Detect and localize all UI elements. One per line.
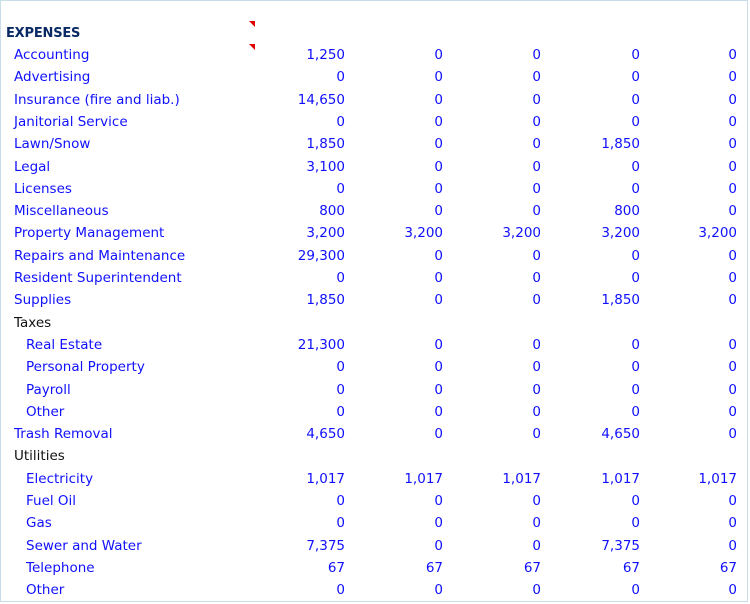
table-row — [0, 423, 748, 445]
value-cell[interactable]: 1,850 — [601, 136, 640, 153]
table-row — [0, 289, 748, 311]
value-cell[interactable]: 0 — [532, 426, 541, 443]
table-row — [0, 312, 748, 334]
table-row — [0, 66, 748, 88]
value-cell[interactable]: 4,650 — [601, 426, 640, 443]
value-cell[interactable]: 0 — [532, 515, 541, 532]
table-row — [0, 512, 748, 534]
value-cell[interactable]: 0 — [532, 582, 541, 599]
value-cell[interactable]: 0 — [336, 180, 345, 197]
value-cell[interactable]: 0 — [728, 537, 737, 554]
value-cell[interactable]: 21,300 — [297, 336, 345, 353]
value-cell[interactable]: 0 — [532, 91, 541, 108]
row-label[interactable]: Trash Removal — [14, 426, 113, 443]
value-cell[interactable]: 1,017 — [306, 470, 345, 487]
value-cell[interactable]: 0 — [336, 359, 345, 376]
value-cell[interactable]: 7,375 — [306, 537, 345, 554]
value-cell[interactable]: 0 — [434, 203, 443, 220]
value-cell[interactable]: 0 — [434, 47, 443, 63]
table-row — [0, 222, 748, 244]
value-cell[interactable]: 0 — [336, 582, 345, 599]
value-cell[interactable]: 0 — [532, 113, 541, 130]
value-cell[interactable]: 0 — [434, 136, 443, 153]
value-cell[interactable]: 0 — [532, 136, 541, 153]
comment-indicator-icon[interactable] — [249, 21, 255, 27]
row-label[interactable]: Personal Property — [26, 359, 145, 376]
value-cell[interactable]: 0 — [631, 403, 640, 420]
value-cell[interactable]: 0 — [434, 359, 443, 376]
table-row — [0, 200, 748, 222]
row-label[interactable]: Accounting — [14, 47, 90, 63]
value-cell[interactable]: 0 — [728, 493, 737, 509]
value-cell[interactable]: 67 — [622, 559, 640, 576]
value-cell[interactable]: 0 — [532, 203, 541, 220]
value-cell[interactable]: 0 — [434, 247, 443, 264]
value-cell[interactable]: 0 — [631, 515, 640, 532]
value-cell[interactable]: 0 — [728, 180, 737, 197]
row-label[interactable]: Advertising — [14, 69, 91, 86]
value-cell[interactable]: 1,017 — [502, 470, 541, 487]
value-cell[interactable]: 3,200 — [404, 225, 443, 242]
value-cell[interactable]: 0 — [336, 403, 345, 420]
value-cell[interactable]: 1,850 — [306, 292, 345, 309]
row-label[interactable]: Supplies — [14, 292, 72, 309]
table-row — [0, 334, 748, 356]
value-cell[interactable]: 0 — [631, 247, 640, 264]
row-label[interactable]: Electricity — [26, 470, 94, 487]
value-cell[interactable]: 0 — [728, 203, 737, 220]
value-cell[interactable]: 0 — [728, 113, 737, 130]
value-cell[interactable]: 0 — [532, 493, 541, 509]
table-row — [0, 245, 748, 267]
value-cell[interactable]: 0 — [728, 158, 737, 175]
value-cell[interactable]: 0 — [728, 359, 737, 376]
row-label[interactable]: Other — [26, 582, 65, 599]
value-cell[interactable]: 0 — [434, 381, 443, 398]
value-cell[interactable]: 0 — [728, 91, 737, 108]
value-cell[interactable]: 0 — [631, 359, 640, 376]
value-cell[interactable]: 800 — [614, 203, 640, 220]
value-cell[interactable]: 0 — [532, 359, 541, 376]
value-cell[interactable]: 3,200 — [502, 225, 541, 242]
value-cell[interactable]: 0 — [631, 582, 640, 599]
value-cell[interactable]: 0 — [631, 180, 640, 197]
value-cell[interactable]: 67 — [523, 559, 541, 576]
value-cell[interactable]: 0 — [532, 537, 541, 554]
table-row — [0, 557, 748, 579]
row-label[interactable]: Payroll — [26, 381, 71, 398]
value-cell[interactable]: 0 — [532, 292, 541, 309]
row-label[interactable]: Sewer and Water — [26, 537, 142, 554]
value-cell[interactable]: 0 — [532, 158, 541, 175]
section-title: EXPENSES — [6, 26, 81, 41]
table-row — [0, 468, 748, 490]
value-cell[interactable]: 0 — [532, 247, 541, 264]
value-cell[interactable]: 0 — [631, 158, 640, 175]
table-row — [0, 356, 748, 378]
table-row — [0, 89, 748, 111]
value-cell[interactable]: 0 — [434, 515, 443, 532]
value-cell[interactable]: 0 — [728, 426, 737, 443]
value-cell[interactable]: 7,375 — [601, 537, 640, 554]
value-cell[interactable]: 0 — [532, 381, 541, 398]
row-label[interactable]: Lawn/Snow — [14, 136, 91, 153]
value-cell[interactable]: 67 — [327, 559, 345, 576]
value-cell[interactable]: 0 — [532, 336, 541, 353]
value-cell[interactable]: 0 — [728, 515, 737, 532]
value-cell[interactable]: 3,200 — [306, 225, 345, 242]
value-cell[interactable]: 0 — [336, 381, 345, 398]
value-cell[interactable]: 0 — [434, 426, 443, 443]
row-label[interactable]: Miscellaneous — [14, 203, 109, 220]
row-label[interactable]: Fuel Oil — [26, 493, 77, 509]
table-row — [0, 111, 748, 133]
value-cell[interactable]: 0 — [631, 47, 640, 63]
table-row — [0, 156, 748, 178]
row-label[interactable]: Real Estate — [26, 336, 103, 353]
value-cell[interactable]: 0 — [631, 270, 640, 286]
value-cell[interactable]: 0 — [336, 69, 345, 86]
row-label[interactable]: Other — [26, 403, 65, 420]
value-cell[interactable]: 0 — [728, 136, 737, 153]
value-cell[interactable]: 0 — [434, 292, 443, 309]
value-cell[interactable]: 67 — [425, 559, 443, 576]
row-label[interactable]: Legal — [14, 158, 51, 175]
table-row — [0, 178, 748, 200]
value-cell[interactable]: 3,200 — [698, 225, 737, 242]
value-cell[interactable]: 0 — [434, 493, 443, 509]
value-cell[interactable]: 0 — [434, 91, 443, 108]
value-cell[interactable]: 0 — [728, 47, 737, 63]
row-label[interactable]: Janitorial Service — [14, 113, 128, 130]
value-cell[interactable]: 0 — [532, 270, 541, 286]
value-cell[interactable]: 0 — [728, 381, 737, 398]
value-cell[interactable]: 0 — [728, 336, 737, 353]
value-cell[interactable]: 0 — [728, 403, 737, 420]
value-cell[interactable]: 14,650 — [297, 91, 345, 108]
value-cell[interactable]: 0 — [728, 270, 737, 286]
row-label[interactable]: Repairs and Maintenance — [14, 247, 186, 264]
row-label[interactable]: Gas — [26, 515, 52, 532]
row-label[interactable]: Licenses — [14, 180, 72, 197]
value-cell[interactable]: 0 — [434, 158, 443, 175]
row-label[interactable]: Insurance (fire and liab.) — [14, 91, 180, 108]
value-cell[interactable]: 0 — [434, 537, 443, 554]
table-row — [0, 133, 748, 155]
value-cell[interactable]: 0 — [532, 69, 541, 86]
value-cell[interactable]: 0 — [434, 113, 443, 130]
value-cell[interactable]: 0 — [728, 292, 737, 309]
value-cell[interactable]: 1,017 — [601, 470, 640, 487]
value-cell[interactable]: 0 — [434, 69, 443, 86]
row-label[interactable]: Telephone — [26, 559, 95, 576]
value-cell[interactable]: 0 — [631, 336, 640, 353]
value-cell[interactable]: 0 — [631, 381, 640, 398]
value-cell[interactable]: 0 — [728, 247, 737, 264]
table-row — [0, 445, 748, 467]
table-row — [0, 379, 748, 401]
value-cell[interactable]: 0 — [631, 113, 640, 130]
value-cell[interactable]: 0 — [336, 113, 345, 130]
value-cell[interactable]: 3,100 — [306, 158, 345, 175]
value-cell[interactable]: 0 — [336, 493, 345, 509]
value-cell[interactable]: 0 — [434, 336, 443, 353]
value-cell[interactable]: 1,017 — [404, 470, 443, 487]
value-cell[interactable]: 1,017 — [698, 470, 737, 487]
value-cell[interactable]: 1,250 — [306, 47, 345, 63]
value-cell[interactable]: 0 — [434, 403, 443, 420]
value-cell[interactable]: 1,850 — [601, 292, 640, 309]
value-cell[interactable]: 0 — [434, 180, 443, 197]
value-cell[interactable]: 0 — [434, 270, 443, 286]
group-header-label[interactable]: Taxes — [14, 314, 52, 331]
value-cell[interactable]: 0 — [532, 47, 541, 63]
value-cell[interactable]: 4,650 — [306, 426, 345, 443]
table-row — [0, 535, 748, 557]
table-row — [0, 267, 748, 289]
value-cell[interactable]: 0 — [728, 582, 737, 599]
value-cell[interactable]: 800 — [319, 203, 345, 220]
value-cell[interactable]: 0 — [434, 582, 443, 599]
value-cell[interactable]: 0 — [532, 180, 541, 197]
value-cell[interactable]: 29,300 — [297, 247, 345, 264]
table-row — [0, 579, 748, 601]
value-cell[interactable]: 1,850 — [306, 136, 345, 153]
row-label[interactable]: Resident Superintendent — [14, 270, 182, 286]
value-cell[interactable]: 0 — [631, 91, 640, 108]
value-cell[interactable]: 3,200 — [601, 225, 640, 242]
group-header-label[interactable]: Utilities — [14, 448, 65, 465]
table-row — [0, 490, 748, 512]
value-cell[interactable]: 0 — [631, 69, 640, 86]
value-cell[interactable]: 0 — [336, 515, 345, 532]
value-cell[interactable]: 0 — [532, 403, 541, 420]
row-label[interactable]: Property Management — [14, 225, 165, 242]
value-cell[interactable]: 0 — [336, 270, 345, 286]
value-cell[interactable]: 0 — [728, 69, 737, 86]
table-row — [0, 401, 748, 423]
table-row — [0, 44, 748, 66]
value-cell[interactable]: 0 — [631, 493, 640, 509]
value-cell[interactable]: 67 — [719, 559, 737, 576]
